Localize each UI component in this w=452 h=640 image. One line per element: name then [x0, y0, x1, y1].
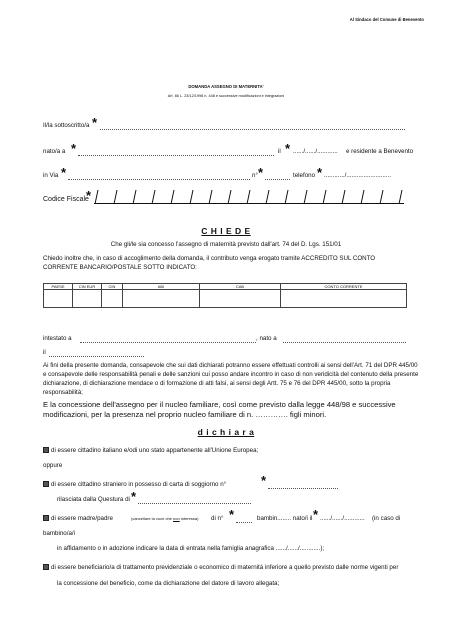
law-reference: Art. 66 L. 23/12/1998 n. 448 e successive modificazioni e integrazioni — [167, 94, 285, 98]
required-star: * — [61, 165, 67, 180]
iban-header-cin-eur: CIN EUR — [73, 284, 102, 290]
phone-field[interactable]: ............/.......................... — [324, 172, 392, 179]
holder-field[interactable] — [80, 336, 256, 343]
declaration-item-4 — [43, 564, 398, 571]
notice-line-1: Ai fini della presente domanda, consapevole che sui dati dichiarati potranno essere effettuati controlli ai sensi dell'Art. 71 del DPR 445/00 — [43, 362, 418, 369]
children-count-label: di n° — [211, 515, 224, 522]
iban-cell-cin[interactable] — [102, 290, 123, 308]
declaration-item-1-text: di essere cittadino italiano e/odi uno stato appartenente all'Unione Europea; — [51, 447, 259, 454]
iban-header-conto: CONTO CORRENTE — [281, 284, 407, 290]
notice-line-4: responsabilità; — [43, 389, 83, 396]
house-number-field[interactable] — [265, 173, 290, 180]
required-star: * — [317, 165, 323, 180]
holder-birthdate-label: il — [43, 349, 46, 356]
request-line-2: Chiedo inoltre che, in caso di accoglimento della domanda, il contributo venga erogato tramite ACCREDITO SUL CONTO — [43, 255, 376, 262]
request-heading: C H I E D E — [201, 226, 251, 236]
birth-date-field[interactable]: ....../....../............ — [293, 148, 338, 155]
iban-header-paese: PAESE — [44, 284, 73, 290]
iban-cell-cin-eur[interactable] — [73, 290, 102, 308]
fiscal-code-label: Codice Fiscale — [43, 196, 89, 203]
declaration-heading: d i c h i a r a — [197, 427, 255, 437]
born-label: nato/a a — [43, 148, 66, 155]
declaration-item-3-f: in affidamento o in adozione indicare la data di entrata nella famiglia anagrafica ....../....../............); — [57, 545, 325, 552]
street-field[interactable] — [68, 173, 250, 180]
declaration-item-3-d: (in caso di — [372, 515, 401, 522]
signed-label: Il/la sottoscritto/a — [43, 122, 90, 129]
declaration-item-3-e: bambino/a/i — [43, 530, 75, 537]
request-line-1: Che gli/le sia concesso l'assegno di maternità previsto dall'art. 74 del D. Lgs. 151/01 — [110, 241, 342, 248]
required-star: * — [92, 115, 98, 130]
declaration-item-3-note — [131, 516, 198, 521]
notice-line-2: e consapevole delle responsabilità penali e delle sanzioni cui posso andare incontro in caso di non veridicità del contenuto della presente — [43, 371, 419, 378]
iban-header-cab: CAB — [200, 284, 281, 290]
declaration-item-4-text: di essere beneficiario/a di trattamento previdenziale o economico di maternità inferiore a quello previsto dalle norme vigenti per — [51, 564, 399, 571]
required-star: * — [285, 141, 291, 156]
name-field[interactable] — [100, 123, 405, 130]
required-star: * — [71, 141, 77, 156]
declaration-or: oppure — [43, 462, 63, 469]
holder-label: intestato a — [43, 335, 72, 342]
note-post: interessa) — [180, 516, 199, 521]
concession-line-1: E la concessione dell'assegno per il nucleo familiare, così come previsto dalla legge 448/98 e successive — [43, 400, 396, 409]
birthplace-field[interactable] — [78, 149, 274, 156]
required-star: * — [261, 473, 267, 488]
checkbox-parent[interactable] — [43, 515, 49, 521]
holder-birthdate-field[interactable] — [49, 350, 144, 357]
permit-number-field[interactable] — [268, 482, 338, 489]
required-star: * — [131, 489, 137, 504]
iban-cell-paese[interactable] — [44, 290, 73, 308]
required-star: * — [86, 188, 92, 203]
checkbox-foreign-citizen[interactable] — [43, 481, 49, 487]
notice-line-3: dichiarazione, di dichiarazione mendace o di formazione di atti falsi, ai sensi degli Artt. 75 e 76 del DPR 445/00, sotto la propria — [43, 380, 391, 387]
form-title: DOMANDA ASSEGNO DI MATERNITA' — [188, 84, 264, 89]
declaration-item-3 — [43, 515, 113, 522]
addressee: Al Sindaco del Comune di Benevento — [349, 17, 424, 22]
holder-birthplace-field[interactable] — [283, 336, 406, 343]
checkbox-benefit[interactable] — [43, 564, 49, 570]
iban-cell-abi[interactable] — [123, 290, 200, 308]
declaration-item-2-text: di essere cittadino straniero in possesso di carta di soggiorno n° — [51, 481, 227, 488]
house-number-label: n° — [252, 172, 258, 179]
request-line-3: CORRENTE BANCARIO/POSTALE SOTTO INDICATO: — [43, 264, 197, 271]
declaration-item-2b: rilasciata dalla Questura di — [57, 496, 130, 503]
required-star: * — [229, 507, 235, 522]
iban-header-cin: CIN — [102, 284, 123, 290]
checkbox-eu-citizen[interactable] — [43, 447, 49, 453]
holder-birthplace-label: , nato a — [256, 335, 277, 342]
street-label: in Via — [43, 172, 59, 179]
declaration-item-1 — [43, 447, 258, 454]
questura-field[interactable] — [138, 497, 251, 504]
required-star: * — [258, 165, 264, 180]
declaration-item-4b: la concessione del beneficio, come da dichiarazione del datore di lavoro allegata; — [57, 580, 280, 587]
declaration-item-2 — [43, 481, 226, 488]
children-count-field[interactable] — [236, 516, 252, 523]
concession-line-2: modificazioni, per la presenza nel proprio nucleo familiare di n. …………. figli minori. — [43, 410, 327, 419]
resident-label: e residente a Benevento — [346, 148, 414, 155]
required-star: * — [313, 507, 319, 522]
children-born-label: bambin........ nato/i il — [257, 515, 313, 522]
note-pre: (cancellare la voce che — [131, 516, 172, 521]
fiscal-code-field[interactable] — [94, 188, 404, 206]
declaration-item-3-text: di essere madre/padre — [51, 515, 113, 522]
iban-header-abi: ABI — [123, 284, 200, 290]
iban-cell-conto[interactable] — [281, 290, 407, 308]
birth-date-label: il — [278, 148, 281, 155]
iban-table — [43, 283, 407, 308]
phone-label: telefono — [293, 172, 316, 179]
children-birth-date-field[interactable]: ....../....../............ — [320, 515, 365, 522]
iban-cell-cab[interactable] — [200, 290, 281, 308]
note-mid: non — [173, 516, 180, 521]
